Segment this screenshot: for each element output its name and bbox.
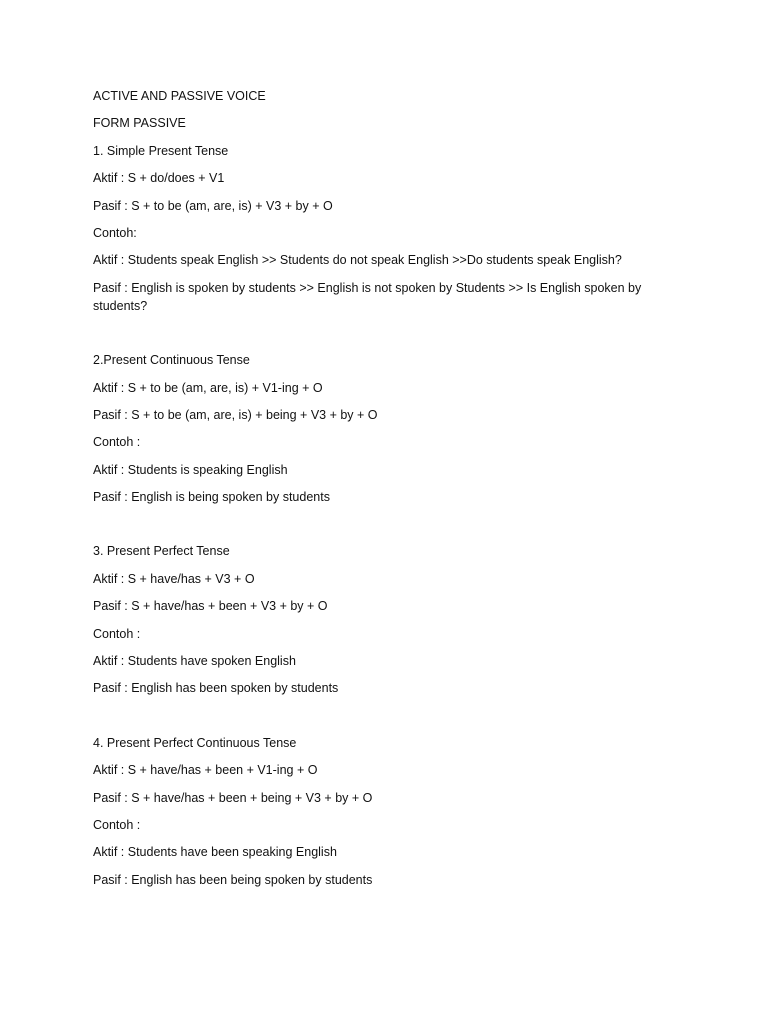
document-title: ACTIVE AND PASSIVE VOICE [93,89,266,103]
aktif-example: Aktif : Students have been speaking English [93,845,337,860]
contoh-label: Contoh : [93,817,141,832]
contoh-label: Contoh : [93,435,141,450]
section-present-continuous [93,351,683,506]
pasif-formula: Pasif : S + have/has + been + V3 + by + O [93,599,328,614]
aktif-formula: Aktif : S + do/does + V1 [93,171,225,186]
section-gap [93,707,683,734]
contoh-label: Contoh : [93,626,141,641]
section-heading: 1. Simple Present Tense [93,143,229,158]
section-present-perfect-continuous [93,734,683,889]
aktif-example: Aktif : Students is speaking English [93,462,288,477]
section-heading: 3. Present Perfect Tense [93,544,230,559]
contoh-label: Contoh: [93,225,137,240]
aktif-formula: Aktif : S + have/has + V3 + O [93,571,255,586]
aktif-example: Aktif : Students speak English >> Students do not speak English >>Do students speak English? [93,253,622,268]
aktif-formula: Aktif : S + have/has + been + V1-ing + O [93,763,318,778]
pasif-example: Pasif : English is being spoken by students [93,490,330,505]
section-gap [93,324,683,351]
document-subtitle: FORM PASSIVE [93,116,186,131]
section-simple-present [93,142,683,315]
document-content [93,87,683,898]
section-heading: 4. Present Perfect Continuous Tense [93,735,297,750]
section-gap [93,515,683,542]
pasif-formula: Pasif : S + have/has + been + being + V3 + by + O [93,790,373,805]
pasif-example: Pasif : English has been being spoken by students [93,872,373,887]
section-heading: 2.Present Continuous Tense [93,353,250,368]
pasif-formula: Pasif : S + to be (am, are, is) + being + V3 + by + O [93,407,378,422]
pasif-example: Pasif : English is spoken by students >> English is not spoken by Students >> Is English spoken by students? [93,280,642,313]
pasif-example: Pasif : English has been spoken by students [93,681,339,696]
aktif-formula: Aktif : S + to be (am, are, is) + V1-ing + O [93,380,323,395]
aktif-example: Aktif : Students have spoken English [93,654,296,669]
pasif-formula: Pasif : S + to be (am, are, is) + V3 + by + O [93,198,333,213]
section-present-perfect [93,542,683,697]
